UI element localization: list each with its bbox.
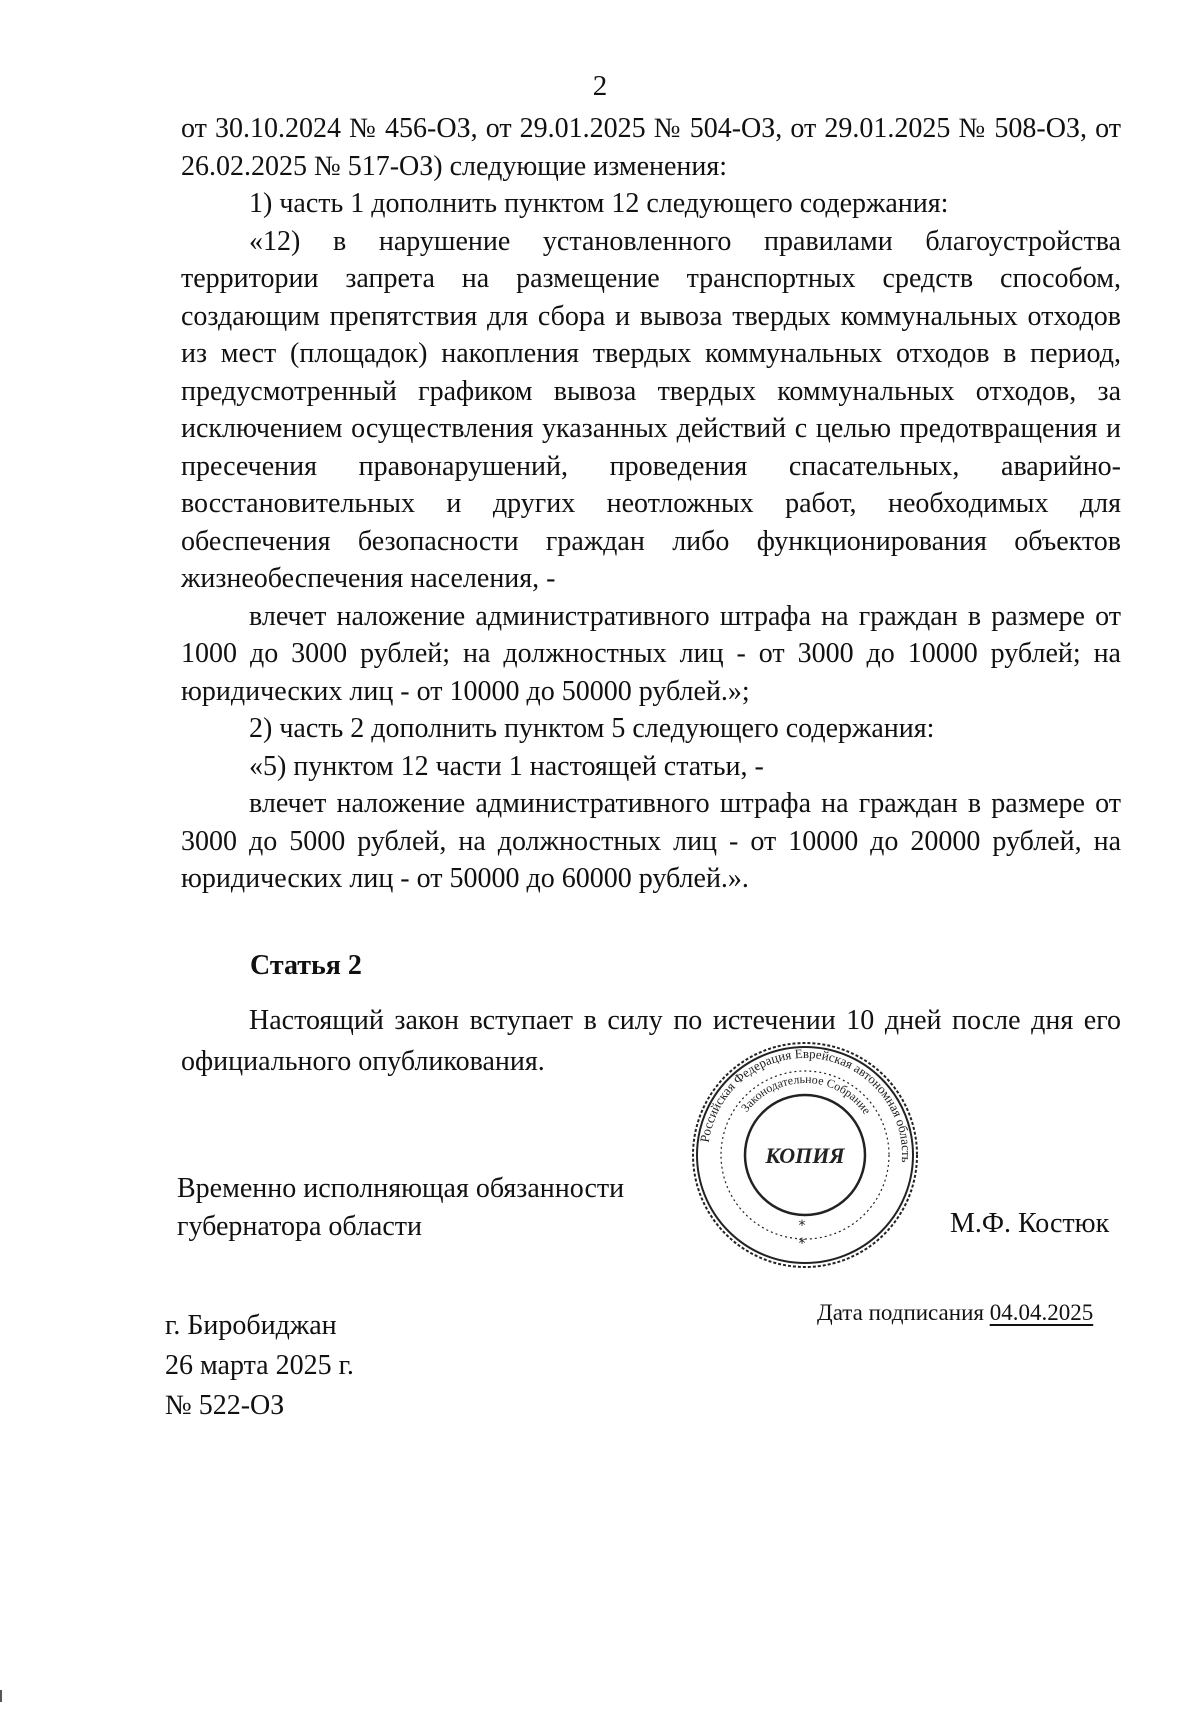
law-number: № 522-ОЗ	[165, 1390, 285, 1421]
article-2-paragraph: Настоящий закон вступает в силу по истечении 10 дней после дня его официального опубликования.	[181, 1005, 1121, 1077]
place-and-number	[165, 1306, 354, 1426]
point-12-paragraph: «12) в нарушение установленного правилами благоустройства территории запрета на размещение транспортных средств способом, создающим препятствия для сбора и вывоза твердых коммунальных отходов из мест (площадок) накопления твердых коммунальных отходов в период, предусмотренный графиком вывоза твердых коммунальных отходов, за исключением осуществления указанных действий с целью предотвращения и пресечения правонарушений, проведения спасательных, аварийно-восстановительных и других неотложных работ, необходимых для обеспечения безопасности граждан либо функционирования объектов жизнеобеспечения населения, -	[181, 225, 1121, 594]
seal-star-icon: *	[798, 1236, 806, 1252]
official-seal	[690, 1040, 920, 1270]
signing-date-label: Дата подписания	[817, 1300, 984, 1325]
page-number: 2	[592, 70, 608, 102]
seal-star-icon: *	[798, 1218, 806, 1234]
signer-title	[177, 1170, 624, 1246]
item-2-paragraph: 2) часть 2 дополнить пунктом 5 следующего содержания:	[249, 713, 935, 744]
amendment-text	[181, 110, 1121, 898]
seal-center-text: КОПИЯ	[765, 1143, 845, 1168]
penalty-1-paragraph: влечет наложение административного штрафа на граждан в размере от 1000 до 3000 рублей; на должностных лиц - от 3000 до 10000 рублей; на юридических лиц - от 10000 до 50000 рублей.»;	[181, 600, 1121, 707]
signer-title-line-1: Временно исполняющая обязанности	[177, 1173, 625, 1204]
item-1-paragraph: 1) часть 1 дополнить пунктом 12 следующего содержания:	[249, 188, 949, 219]
signer-title-line-2: губернатора области	[177, 1211, 422, 1242]
intro-paragraph: от 30.10.2024 № 456-ОЗ, от 29.01.2025 № 504-ОЗ, от 29.01.2025 № 508-ОЗ, от 26.02.2025 № 517-ОЗ) следующие изменения:	[181, 113, 1121, 182]
signing-date-value: 04.04.2025	[989, 1300, 1094, 1325]
seal-outer-text: Российская Федерация Еврейская автономная область	[696, 1045, 915, 1164]
scan-edge-mark	[0, 1690, 2, 1702]
penalty-2-paragraph: влечет наложение административного штрафа на граждан в размере от 3000 до 5000 рублей, на должностных лиц - от 10000 до 20000 рублей, на юридических лиц - от 50000 до 60000 рублей.».	[181, 788, 1121, 894]
signer-name: М.Ф. Костюк	[950, 1208, 1110, 1239]
signing-date	[817, 1300, 1093, 1326]
article-2-heading: Статья 2	[250, 950, 362, 981]
adoption-date: 26 марта 2025 г.	[165, 1350, 354, 1381]
city: г. Биробиджан	[165, 1310, 337, 1341]
point-5-paragraph: «5) пунктом 12 части 1 настоящей статьи, -	[249, 750, 764, 782]
article-2-text	[181, 1000, 1121, 1082]
seal-inner-text: Законодательное Собрание	[738, 1071, 874, 1117]
